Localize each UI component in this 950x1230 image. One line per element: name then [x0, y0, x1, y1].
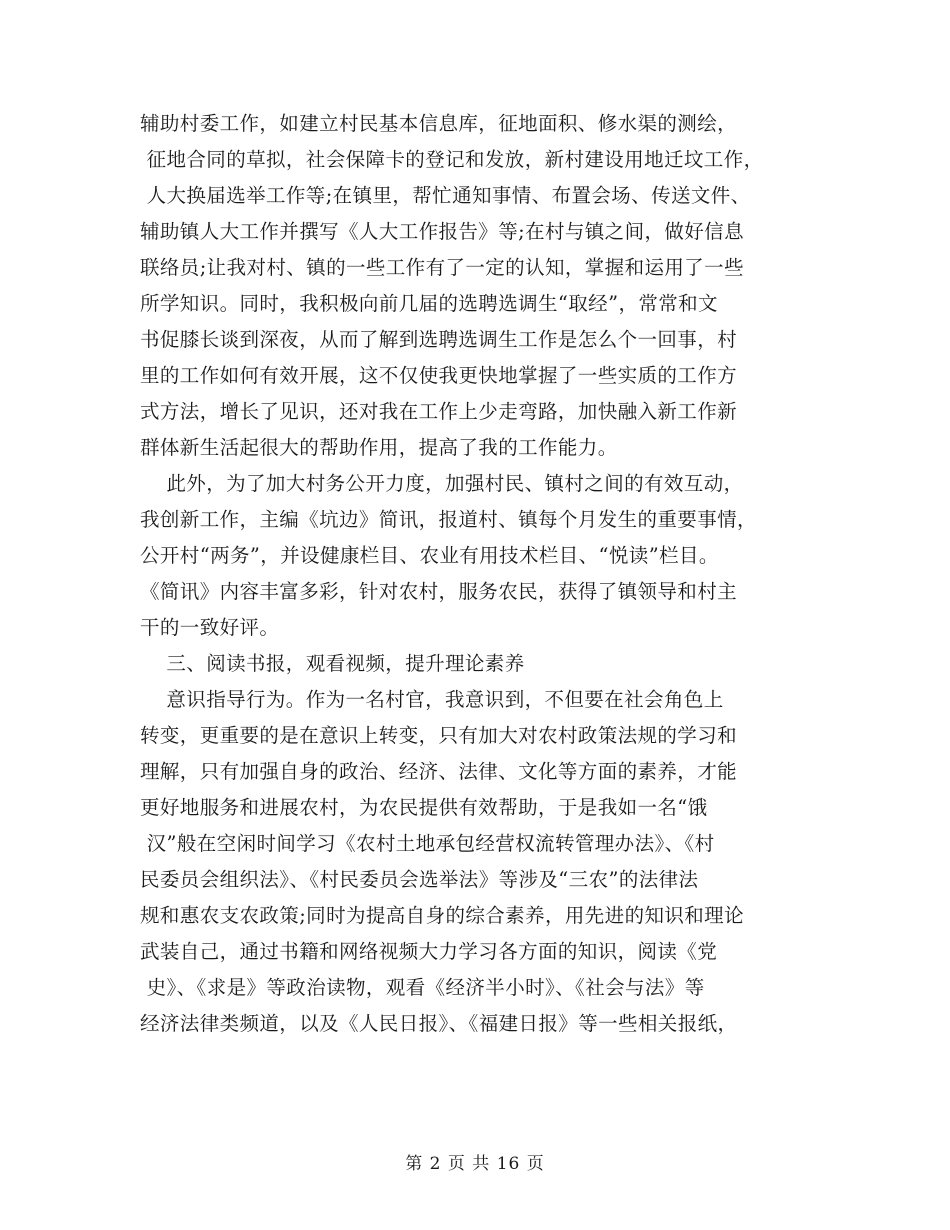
text-line: 辅助镇人大工作并撰写《人大工作报告》等;在村与镇之间，做好信息 — [140, 220, 744, 243]
text-line: 经济法律类频道，以及《人民日报》、《福建日报》等一些相关报纸， — [140, 1012, 738, 1035]
page-footer: 第 2 页 共 16 页 — [405, 1154, 545, 1174]
text-line: 武装自己，通过书籍和网络视频大力学习各方面的知识，阅读《党 — [140, 940, 718, 963]
text-line: 干的一致好评。 — [140, 616, 280, 639]
text-line: 规和惠农支农政策;同时为提高自身的综合素养，用先进的知识和理论 — [140, 904, 744, 927]
text-line: 书促膝长谈到深夜，从而了解到选聘选调生工作是怎么个一回事，村 — [140, 328, 738, 351]
text-line: 里的工作如何有效开展，这不仅使我更快地掌握了一些实质的工作方 — [140, 364, 738, 387]
text-line: 所学知识。同时，我积极向前几届的选聘选调生“取经”，常常和文 — [140, 292, 718, 315]
text-line: 征地合同的草拟，社会保障卡的登记和发放，新村建设用地迁坟工作， — [140, 148, 764, 171]
text-line: 汉”般在空闲时间学习《农村土地承包经营权流转管理办法》、《村 — [140, 832, 715, 855]
text-line: 我创新工作，主编《坑边》简讯，报道村、镇每个月发生的重要事情， — [140, 508, 757, 531]
document-body — [140, 106, 820, 1042]
text-line: 群体新生活起很大的帮助作用，提高了我的工作能力。 — [140, 436, 618, 459]
text-line: 民委员会组织法》、《村民委员会选举法》等涉及“三农”的法律法 — [140, 868, 699, 891]
text-line: 联络员;让我对村、镇的一些工作有了一定的认知，掌握和运用了一些 — [140, 256, 744, 279]
text-line: 公开村“两务”，并设健康栏目、农业有用技术栏目、“悦读”栏目。 — [140, 544, 719, 567]
text-line: 更好地服务和进展农村，为农民提供有效帮助，于是我如一名“饿 — [140, 796, 708, 819]
text-line: 史》、《求是》等政治读物，观看《经济半小时》、《社会与法》等 — [140, 976, 705, 999]
text-line: 式方法，增长了见识，还对我在工作上少走弯路，加快融入新工作新 — [140, 400, 738, 423]
text-line: 三、阅读书报，观看视频，提升理论素养 — [140, 652, 525, 675]
text-line: 《简讯》内容丰富多彩，针对农村，服务农民，获得了镇领导和村主 — [140, 580, 738, 603]
text-line: 转变，更重要的是在意识上转变，只有加大对农村政策法规的学习和 — [140, 724, 738, 747]
text-line: 意识指导行为。作为一名村官，我意识到，不但要在社会角色上 — [140, 688, 724, 711]
text-line: 人大换届选举工作等;在镇里，帮忙通知事情、布置会场、传送文件、 — [140, 184, 751, 207]
text-line: 理解，只有加强自身的政治、经济、法律、文化等方面的素养，才能 — [140, 760, 738, 783]
text-line: 此外，为了加大村务公开力度，加强村民、镇村之间的有效互动， — [140, 472, 744, 495]
text-line: 辅助村委工作，如建立村民基本信息库，征地面积、修水渠的测绘， — [140, 112, 738, 135]
